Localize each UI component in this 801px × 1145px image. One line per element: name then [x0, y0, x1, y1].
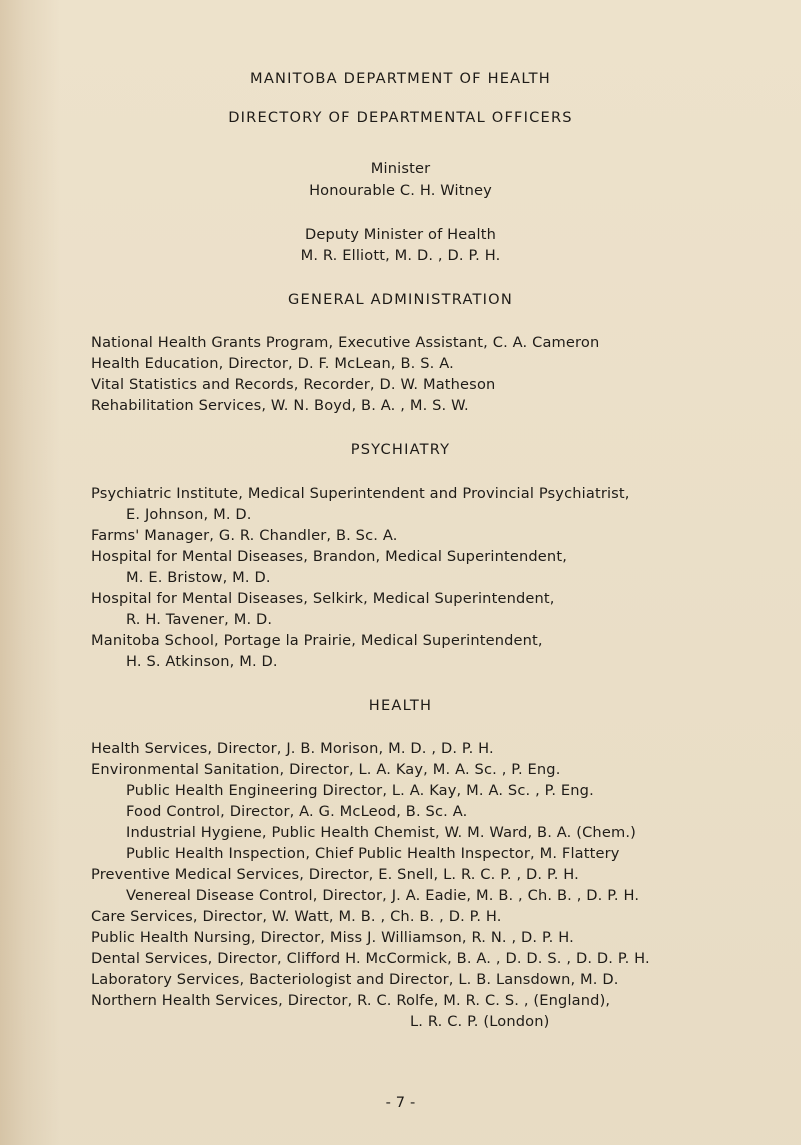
psychiatry-line: Manitoba School, Portage la Prairie, Medical Superintendent,: [91, 632, 543, 649]
section-heading-psychiatry: PSYCHIATRY: [350, 441, 451, 458]
health-line: Public Health Inspection, Chief Public Health Inspector, M. Flattery: [126, 845, 620, 862]
psychiatry-line: Farms' Manager, G. R. Chandler, B. Sc. A.: [91, 527, 398, 544]
section-heading-health: HEALTH: [368, 697, 433, 714]
admin-line: Rehabilitation Services, W. N. Boyd, B. A. , M. S. W.: [91, 397, 469, 414]
health-line: Public Health Nursing, Director, Miss J. Williamson, R. N. , D. P. H.: [91, 929, 574, 946]
health-line: Public Health Engineering Director, L. A. Kay, M. A. Sc. , P. Eng.: [126, 782, 594, 799]
deputy-minister-name: M. R. Elliott, M. D. , D. P. H.: [300, 247, 501, 264]
health-line: Industrial Hygiene, Public Health Chemist, W. M. Ward, B. A. (Chem.): [126, 824, 636, 841]
minister-title: Minister: [370, 160, 431, 177]
admin-line: Vital Statistics and Records, Recorder, D. W. Matheson: [91, 376, 496, 393]
directory-title: DIRECTORY OF DEPARTMENTAL OFFICERS: [228, 109, 573, 126]
health-line: Health Services, Director, J. B. Morison, M. D. , D. P. H.: [91, 740, 494, 757]
minister-name: Honourable C. H. Witney: [309, 182, 492, 199]
health-line: L. R. C. P. (London): [410, 1013, 550, 1030]
psychiatry-line: Hospital for Mental Diseases, Selkirk, Medical Superintendent,: [91, 590, 555, 607]
health-line: Food Control, Director, A. G. McLeod, B. Sc. A.: [126, 803, 468, 820]
health-line: Environmental Sanitation, Director, L. A. Kay, M. A. Sc. , P. Eng.: [91, 761, 561, 778]
psychiatry-line: R. H. Tavener, M. D.: [126, 611, 273, 628]
admin-line: National Health Grants Program, Executive Assistant, C. A. Cameron: [91, 334, 600, 351]
health-line: Care Services, Director, W. Watt, M. B. , Ch. B. , D. P. H.: [91, 908, 502, 925]
department-title: MANITOBA DEPARTMENT OF HEALTH: [250, 70, 551, 87]
health-line: Northern Health Services, Director, R. C. Rolfe, M. R. C. S. , (England),: [91, 992, 611, 1009]
health-line: Laboratory Services, Bacteriologist and Director, L. B. Lansdown, M. D.: [91, 971, 619, 988]
psychiatry-line: H. S. Atkinson, M. D.: [126, 653, 278, 670]
admin-line: Health Education, Director, D. F. McLean, B. S. A.: [91, 355, 454, 372]
page-number: - 7 -: [385, 1094, 416, 1111]
psychiatry-line: Hospital for Mental Diseases, Brandon, Medical Superintendent,: [91, 548, 567, 565]
health-line: Dental Services, Director, Clifford H. McCormick, B. A. , D. D. S. , D. D. P. H.: [91, 950, 650, 967]
section-heading-general-administration: GENERAL ADMINISTRATION: [288, 291, 513, 308]
psychiatry-line: E. Johnson, M. D.: [126, 506, 252, 523]
psychiatry-line: Psychiatric Institute, Medical Superintendent and Provincial Psychiatrist,: [91, 485, 630, 502]
deputy-minister-title: Deputy Minister of Health: [305, 226, 496, 243]
psychiatry-line: M. E. Bristow, M. D.: [126, 569, 271, 586]
health-line: Venereal Disease Control, Director, J. A. Eadie, M. B. , Ch. B. , D. P. H.: [126, 887, 640, 904]
health-line: Preventive Medical Services, Director, E. Snell, L. R. C. P. , D. P. H.: [91, 866, 579, 883]
